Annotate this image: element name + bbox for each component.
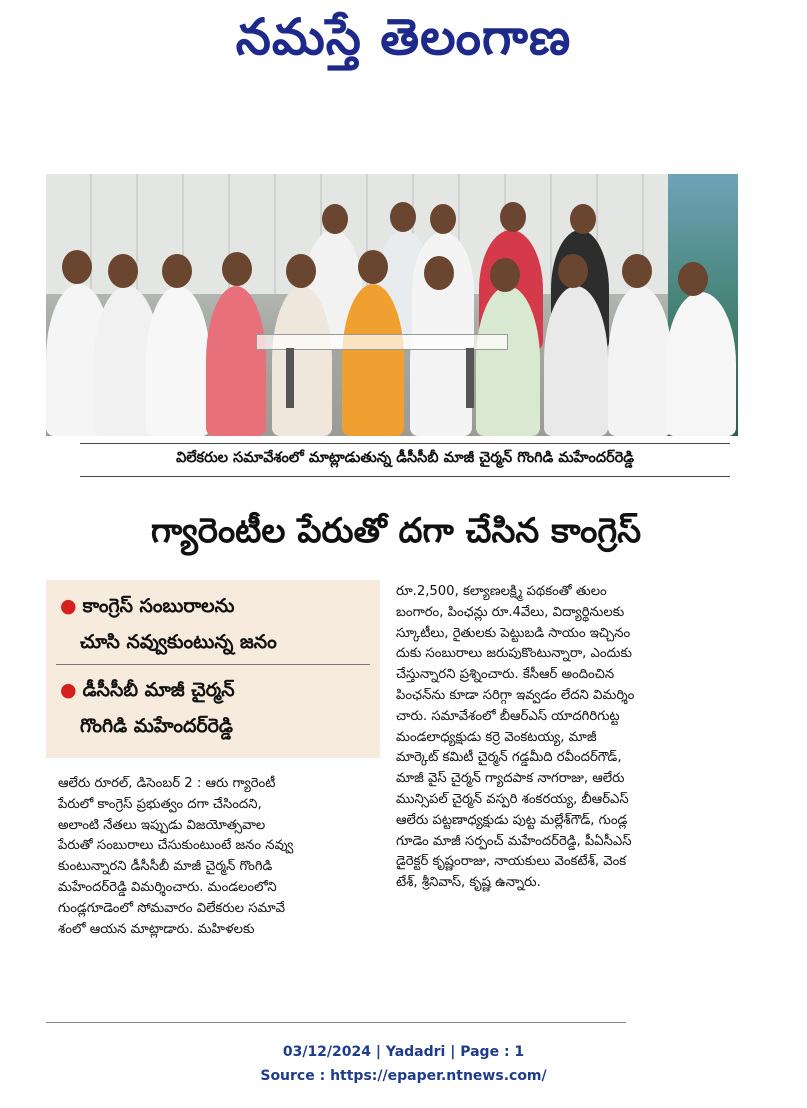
edition-info: 03/12/2024 | Yadadri | Page : 1	[282, 1044, 525, 1060]
caption-rule-top	[80, 443, 730, 444]
article-end-rule	[46, 1022, 626, 1023]
photo-caption: విలేకరుల సమావేశంలో మాట్లాడుతున్న డీసీసీబీ మాజీ చైర్మన్ గొంగిడి మహేందర్‌రెడ్డి	[175, 450, 635, 466]
article-column-left: ఆలేరు రూరల్, డిసెంబర్ 2 : ఆరు గ్యారెంటీ పేరులో కాంగ్రెస్ ప్రభుత్వం దగా చేసిందని, అలాంటి నేతలు ఇప్పుడు విజయోత్సవాల పేరుతో సంబురాలు చేసుకుంటుంటే జనం నవ్వు కుంటున్నారని డీసీసీబీ మాజీ చైర్మన్ గొంగిడి మహేందర్‌రెడ్డి విమర్శించారు. మండలంలోని గుండ్లగూడెంలో సోమవారం విలేకరుల సమావే శంలో ఆయన మాట్లాడారు. మహిళలకు	[58, 776, 294, 937]
newspaper-masthead: నమస్తే తెలంగాణ	[235, 8, 572, 66]
article-column-right: రూ.2,500, కల్యాణలక్ష్మి పథకంతో తులం బంగారం, పింఛన్లు రూ.4వేలు, విద్యార్థినులకు స్కూటీలు, రైతులకు పెట్టుబడి సాయం ఇచ్చినం దుకు సంబురాలు జరుపుకొంటున్నారా, ఎందుకు చేస్తున్నారని ప్రశ్నించారు. కేసీఆర్ అందించిన పింఛన్‌ను కూడా సరిగ్గా ఇవ్వడం లేదని విమర్శిం చారు. సమావేశంలో బీఆర్ఎస్ యాదగిరిగుట్ట మండలాధ్యక్షుడు కర్రె వెంకటయ్య, మాజీ మార్కెట్ కమిటీ చైర్మన్ గడ్డమీది రవీందర్‌గౌడ్, మాజీ వైస్ చైర్మన్ గ్యాదపాక నాగరాజు, ఆలేరు మున్సిపల్ చైర్మన్ వస్పరి శంకరయ్య, బీఆర్ఎస్ ఆలేరు పట్టణాధ్యక్షుడు పుట్ట మల్లేశ్‌గౌడ్, గుండ్ల గూడెం మాజీ సర్పంచ్ మహేందర్‌రెడ్డి, పీఏసీఎస్ డైరెక్టర్ కృష్ణంరాజు, నాయకులు వెంకటేశ్, వెంక టేశ్, శ్రీనివాస్, కృష్ణ ఉన్నారు.	[396, 584, 635, 891]
bullet-icon: ●	[60, 679, 77, 701]
highlight-item: గొంగిడి మహేందర్‌రెడ్డి	[80, 715, 233, 737]
bullet-icon: ●	[60, 595, 77, 617]
highlight-divider	[56, 664, 370, 665]
caption-rule-bottom	[80, 476, 730, 477]
highlights-box	[46, 580, 380, 758]
source-link[interactable]: Source : https://epaper.ntnews.com/	[260, 1068, 547, 1084]
highlight-item: ● డీసీసీబీ మాజీ చైర్మన్	[60, 679, 235, 701]
news-photo	[46, 174, 738, 436]
article-headline: గ్యారెంటీల పేరుతో దగా చేసిన కాంగ్రెస్	[150, 511, 642, 551]
highlight-item: చూసి నవ్వుకుంటున్న జనం	[80, 631, 277, 653]
highlight-item: ● కాంగ్రెస్ సంబురాలను	[60, 595, 235, 617]
